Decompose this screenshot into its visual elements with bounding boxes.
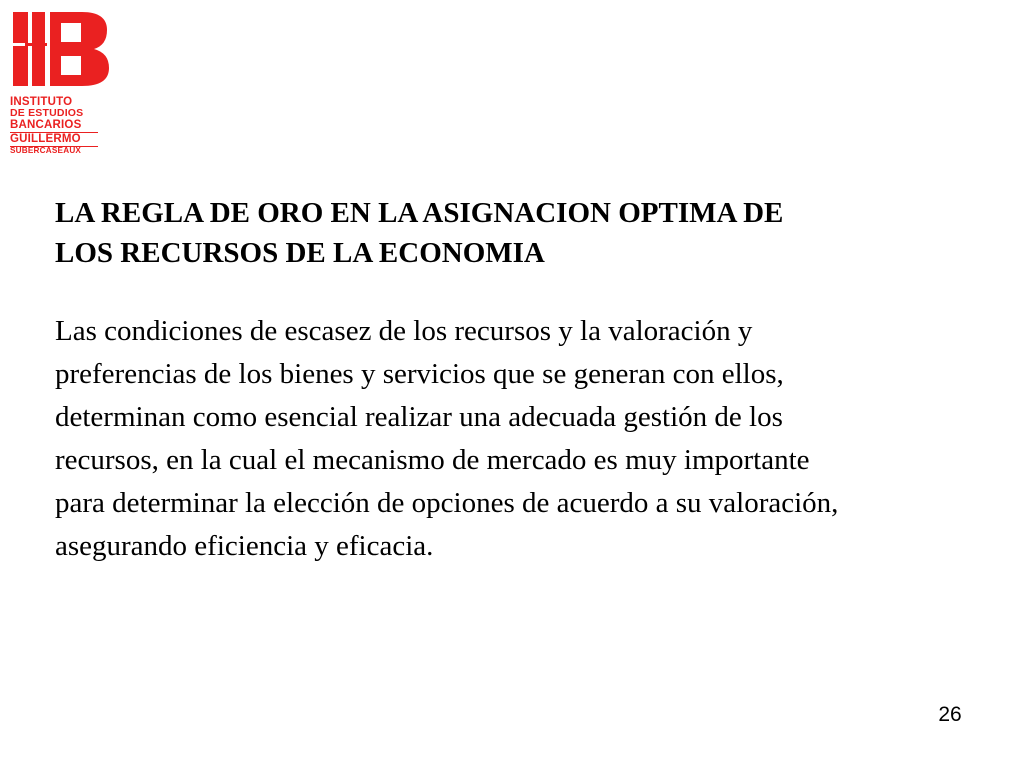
slide-title-line: LOS RECURSOS DE LA ECONOMIA (55, 237, 545, 269)
body-line: para determinar la elección de opciones de acuerdo a su valoración, (55, 487, 839, 519)
slide-title-line: LA REGLA DE ORO EN LA ASIGNACION OPTIMA DE (55, 197, 784, 229)
logo-line: BANCARIOS (10, 119, 82, 132)
logo-line: INSTITUTO (10, 96, 73, 108)
page-number: 26 (938, 703, 962, 726)
institute-logo (10, 12, 110, 162)
body-line: Las condiciones de escasez de los recursos y la valoración y (55, 315, 753, 347)
institute-logo-text (10, 96, 110, 156)
body-line: asegurando eficiencia y eficacia. (55, 530, 434, 562)
slide-title (55, 193, 955, 273)
logo-line: SUBERCASEAUX (10, 146, 82, 156)
body-line: recursos, en la cual el mecanismo de mercado es muy importante (55, 444, 810, 476)
institute-logo-mark-icon (10, 12, 110, 88)
body-line: preferencias de los bienes y servicios que se generan con ellos, (55, 358, 784, 390)
body-line: determinan como esencial realizar una adecuada gestión de los (55, 401, 783, 433)
logo-line: DE ESTUDIOS (10, 107, 84, 120)
logo-line: GUILLERMO (10, 133, 81, 146)
slide-body-paragraph (55, 310, 995, 568)
